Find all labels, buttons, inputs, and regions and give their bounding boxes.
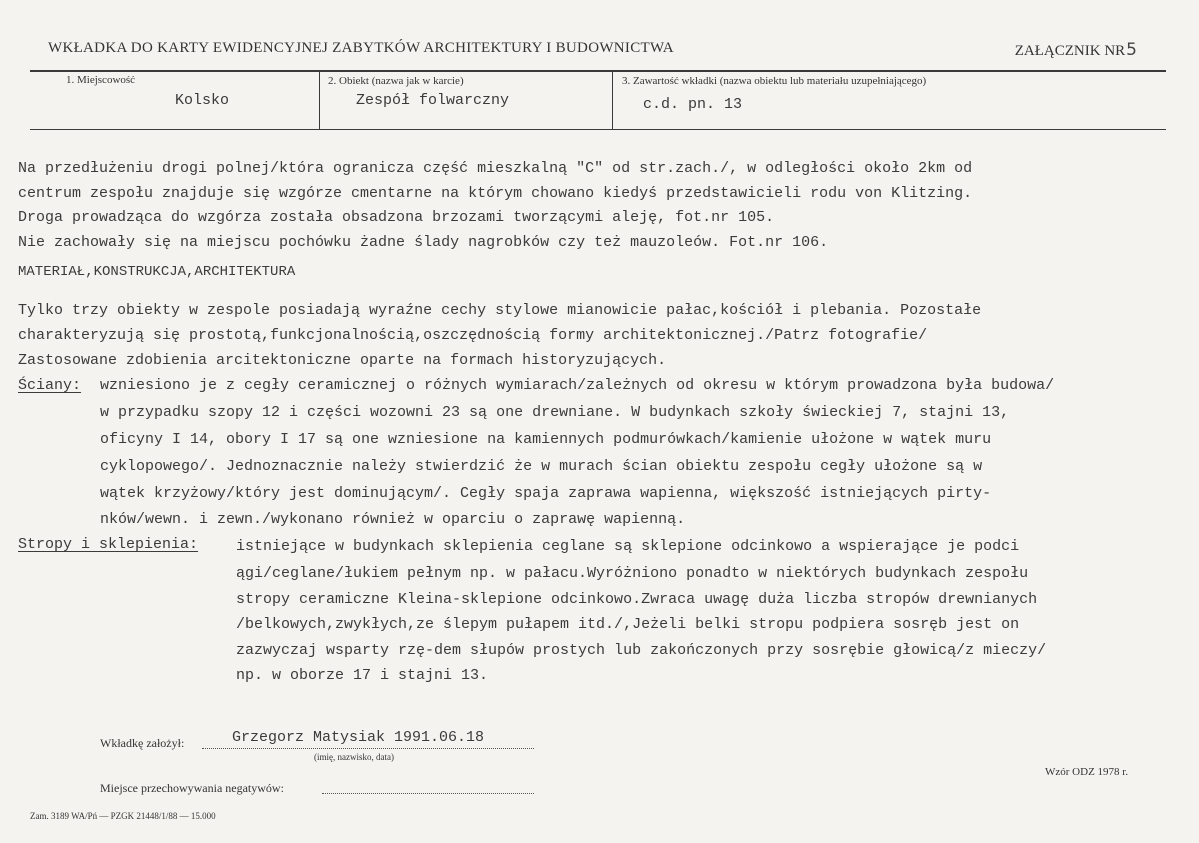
walls-line: cyklopowego/. Jednoznacznie należy stwierdzić że w murach ścian obiektu zespołu cegły ułożone są w bbox=[100, 458, 983, 475]
walls-line: wątek krzyżowy/który jest dominującym/. Cegły spaja zaprawa wapienna, większość istniejących pirty- bbox=[100, 485, 992, 502]
intro-line: Na przedłużeniu drogi polnej/która ogranicza część mieszkalną "C" od str.zach./, w odległości około 2km od bbox=[18, 160, 973, 177]
field-content-value: c.d. pn. 13 bbox=[643, 96, 743, 113]
template-note: Wzór ODZ 1978 r. bbox=[1045, 766, 1129, 778]
form-title: WKŁADKA DO KARTY EWIDENCYJNEJ ZABYTKÓW ARCHITEKTURY I BUDOWNICTWA bbox=[48, 40, 674, 56]
walls-line: nków/wewn. i zewn./wykonano również w oparciu o zaprawę wapienną. bbox=[100, 511, 686, 528]
walls-line: w przypadku szopy 12 i części wozowni 23 są one drewniane. W budynkach szkoły świeckiej 7, stajni 13, bbox=[100, 404, 1010, 421]
ceilings-line: ągi/ceglane/łukiem pełnym np. w pałacu.Wyróżniono ponadto w niektórych budynkach zespołu bbox=[236, 565, 1029, 582]
material-line: Zastosowane zdobienia arcitektoniczne oparte na formach historyzujących. bbox=[18, 352, 667, 369]
author-dotted-line bbox=[202, 748, 534, 749]
ceilings-line: np. w oborze 17 i stajni 13. bbox=[236, 667, 489, 684]
field-place-value: Kolsko bbox=[175, 92, 230, 109]
negatives-label: Miejsce przechowywania negatywów: bbox=[100, 781, 284, 795]
print-note: Zam. 3189 WA/Pń — PZGK 21448/1/88 — 15.000 bbox=[30, 811, 216, 821]
author-value: Grzegorz Matysiak 1991.06.18 bbox=[232, 729, 485, 746]
header-divider-1 bbox=[319, 72, 320, 129]
ceilings-line: zazwyczaj wsparty rzę-dem słupów prostych lub zakończonych przy sosrębie głowicą/z mieczy/ bbox=[236, 642, 1047, 659]
intro-line: Nie zachowały się na miejscu pochówku żadne ślady nagrobków czy też mauzoleów. Fot.nr 106. bbox=[18, 234, 829, 251]
ceilings-line: /belkowych,zwykłych,ze ślepym pułapem itd./,Jeżeli belki stropu podpiera sosręb jest on bbox=[236, 616, 1020, 633]
material-line: charakteryzują się prostotą,funkcjonalnością,oszczędnością formy architektonicznej./Patrz fotografie/ bbox=[18, 327, 928, 344]
intro-line: centrum zespołu znajduje się wzgórze cmentarne na którym chowano kiedyś przedstawicieli rodu von Klitzing. bbox=[18, 185, 973, 202]
field-object-label: 2. Obiekt (nazwa jak w karcie) bbox=[328, 75, 464, 87]
attachment-label-text: ZAŁĄCZNIK NR bbox=[1014, 43, 1126, 59]
walls-line: wzniesiono je z cegły ceramicznej o różnych wymiarach/zależnych od okresu w którym prowadzona była budowa/ bbox=[100, 377, 1055, 394]
negatives-dotted-line bbox=[322, 793, 534, 794]
attachment-label bbox=[1015, 40, 1137, 60]
author-hint: (imię, nazwisko, data) bbox=[314, 752, 394, 762]
walls-line: oficyny I 14, obory I 17 są one wzniesione na kamiennych podmurówkach/kamienie ułożone w wątek muru bbox=[100, 431, 992, 448]
ceilings-line: stropy ceramiczne Kleina-sklepione odcinkowo.Zwraca uwagę duża liczba stropów drewnianych bbox=[236, 591, 1038, 608]
field-place-label: 1. Miejscowość bbox=[66, 74, 136, 86]
intro-line: Droga prowadząca do wzgórza została obsadzona brzozami tworzącymi aleję, fot.nr 105. bbox=[18, 209, 775, 226]
section-heading: MATERIAŁ,KONSTRUKCJA,ARCHITEKTURA bbox=[18, 264, 296, 280]
author-label: Wkładkę założył: bbox=[100, 736, 185, 750]
header-bottom-rule bbox=[30, 129, 1166, 130]
field-content-label: 3. Zawartość wkładki (nazwa obiektu lub materiału uzupełniającego) bbox=[622, 75, 927, 87]
header-top-rule bbox=[30, 70, 1166, 72]
ceilings-line: istniejące w budynkach sklepienia ceglane są sklepione odcinkowo a wspierające je podci bbox=[236, 538, 1020, 555]
ceilings-label: Stropy i sklepienia: bbox=[18, 536, 199, 553]
field-object-value: Zespół folwarczny bbox=[356, 92, 510, 109]
attachment-number: 5 bbox=[1126, 40, 1137, 60]
walls-label: Ściany: bbox=[18, 377, 82, 394]
header-divider-2 bbox=[612, 72, 613, 129]
material-line: Tylko trzy obiekty w zespole posiadają wyraźne cechy stylowe mianowicie pałac,kościół i plebania. Pozostałe bbox=[18, 302, 982, 319]
